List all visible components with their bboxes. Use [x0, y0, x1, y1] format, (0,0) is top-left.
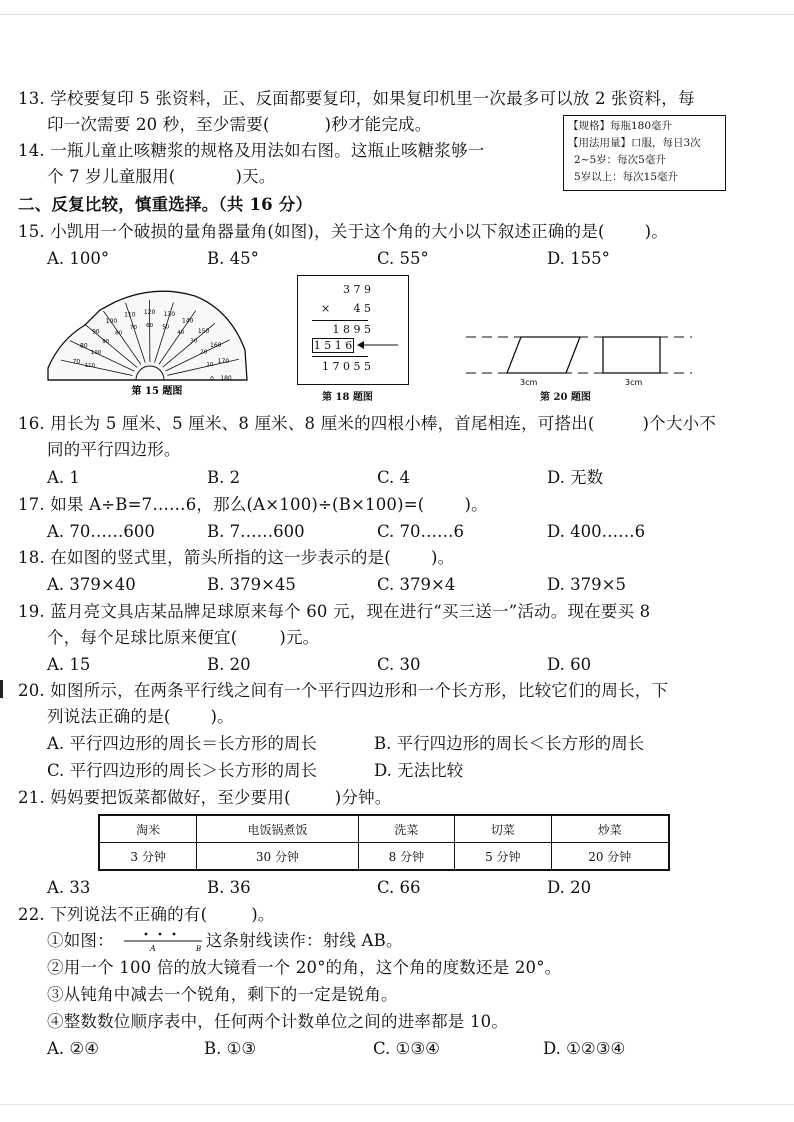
table-header-cell: 淘米	[99, 815, 197, 843]
q21-option-c[interactable]: C. 66	[377, 878, 421, 897]
protractor-outer-tick-label: 130	[163, 311, 176, 319]
q20-line2: 列说法正确的是( )。	[47, 707, 234, 726]
q21-option-a[interactable]: A. 33	[47, 878, 91, 897]
protractor-inner-tick-label: 10	[206, 362, 214, 369]
protractor-outer-tick-label: 160	[210, 341, 222, 349]
q20-line1: 20. 如图所示，在两条平行线之间有一个平行四边形和一个长方形，比较它们的周长，下	[18, 681, 669, 700]
bottom-border	[0, 1104, 794, 1105]
protractor-outer-tick-label: 110	[124, 311, 136, 319]
q18-option-b[interactable]: B. 379×45	[207, 575, 296, 594]
protractor-outer-tick-label: 180	[220, 375, 232, 382]
protractor-outer-tick-label: 170	[217, 357, 230, 365]
q17-option-c[interactable]: C. 70……6	[377, 522, 465, 541]
q20-option-a[interactable]: A. 平行四边形的周长＝长方形的周长	[47, 734, 317, 753]
q22-option-a[interactable]: A. ②④	[47, 1039, 99, 1058]
protractor-inner-tick-label: 0	[210, 376, 214, 382]
q17-option-b[interactable]: B. 7……600	[207, 522, 305, 541]
section-2-heading: 二、反复比较，慎重选择。（共 16 分）	[18, 195, 313, 214]
q19-option-b[interactable]: B. 20	[207, 655, 251, 674]
protractor-inner-tick-label: 50	[162, 324, 170, 331]
q19-option-d[interactable]: D. 60	[547, 655, 592, 674]
q16-option-d[interactable]: D. 无数	[547, 468, 604, 487]
q13-line2: 印一次需要 20 秒，至少需要( )秒才能完成。	[47, 115, 432, 134]
q18-option-d[interactable]: D. 379×5	[547, 575, 626, 594]
q22-option-d[interactable]: D. ①②③④	[543, 1039, 626, 1058]
table-cell: 30 分钟	[197, 843, 358, 871]
fig18-multiplication-box	[297, 275, 409, 385]
protractor-inner-tick-label: 110	[84, 362, 96, 369]
spec-line: 【用法用量】口服，每日3次	[568, 137, 701, 149]
protractor-inner-tick-label: 40	[177, 330, 185, 337]
fig20-left-label: 3cm	[520, 378, 538, 387]
q19-option-c[interactable]: C. 30	[377, 655, 421, 674]
parallelogram	[507, 337, 580, 373]
protractor-outer-tick-label: 70	[72, 358, 81, 366]
q17-stem: 17. 如果 A÷B=7……6，那么(A×100)÷(B×100)=( )。	[18, 495, 488, 514]
q21-option-d[interactable]: D. 20	[547, 878, 592, 897]
q16-option-c[interactable]: C. 4	[377, 468, 411, 487]
q16-option-a[interactable]: A. 1	[47, 468, 80, 487]
spec-line: 【规格】每瓶180毫升	[568, 120, 673, 132]
protractor-inner-tick-label: 60	[146, 323, 154, 330]
protractor-outer-tick-label: 140	[182, 317, 194, 325]
cooking-time-table	[98, 814, 670, 871]
q22-option-b[interactable]: B. ①③	[204, 1039, 257, 1058]
mult-operator: ×	[321, 302, 331, 315]
table-header-row	[99, 815, 669, 843]
fig20-caption: 第 20 题图	[540, 392, 591, 403]
fig15-caption: 第 15 题图	[131, 386, 183, 397]
mult-divider	[312, 356, 368, 357]
table-row	[99, 843, 669, 871]
protractor-inner-tick-label: 90	[102, 338, 110, 345]
protractor-inner-tick-label: 30	[190, 338, 198, 345]
top-border	[0, 14, 794, 15]
spec-line: 2~5岁：每次5毫升	[574, 154, 666, 166]
q22-option-c[interactable]: C. ①③④	[373, 1039, 440, 1058]
q19-line1: 19. 蓝月亮文具店某品牌足球原来每个 60 元，现在进行“买三送一”活动。现在要买 8	[18, 602, 651, 621]
table-header-cell: 洗菜	[358, 815, 454, 843]
q15-option-d[interactable]: D. 155°	[547, 249, 610, 268]
syrup-spec-box	[563, 115, 726, 191]
table-cell: 5 分钟	[455, 843, 551, 871]
q20-option-b[interactable]: B. 平行四边形的周长＜长方形的周长	[374, 734, 645, 753]
q22-statement-4: ④整数数位顺序表中，任何两个计数单位之间的进率都是 10。	[47, 1012, 509, 1031]
table-cell: 20 分钟	[551, 843, 669, 871]
fig18-caption: 第 18 题图	[322, 392, 373, 403]
arrow-icon	[356, 339, 400, 351]
protractor-inner-tick-label: 20	[200, 349, 208, 356]
ray-label-a: A	[149, 944, 156, 952]
protractor-outer-tick-label: 80	[80, 342, 88, 350]
table-header-cell: 炒菜	[551, 815, 669, 843]
spec-line: 5岁以上：每次15毫升	[574, 171, 679, 183]
mult-row1: 3 7 9	[343, 283, 371, 296]
q19-line2: 个，每个足球比原来便宜( )元。	[47, 628, 320, 647]
ray-label-b: B	[195, 945, 202, 952]
q17-option-d[interactable]: D. 400……6	[547, 522, 646, 541]
margin-mark	[0, 680, 3, 698]
protractor-outer-tick-label: 90	[91, 328, 100, 336]
ray-ab-figure	[114, 930, 206, 952]
mult-row5: 1 7 0 5 5	[322, 360, 371, 373]
q17-option-a[interactable]: A. 70……600	[47, 522, 155, 541]
fig20-right-label: 3cm	[625, 378, 643, 387]
mult-row3: 1 8 9 5	[332, 323, 371, 336]
protractor-inner-tick-label: 70	[130, 324, 138, 331]
table-header-cell: 切菜	[455, 815, 551, 843]
q18-option-c[interactable]: C. 379×4	[377, 575, 456, 594]
mult-row2: 4 5	[353, 302, 371, 315]
q16-line1: 16. 用长为 5 厘米、5 厘米、8 厘米、8 厘米的四根小棒，首尾相连，可搭出( )个大小不	[18, 414, 716, 433]
q22-statement-2: ②用一个 100 倍的放大镜看一个 20°的角，这个角的度数还是 20°。	[47, 958, 562, 977]
q22-statement-3: ③从钝角中减去一个锐角，剩下的一定是锐角。	[47, 985, 398, 1004]
protractor-inner-tick-label: 80	[115, 330, 123, 337]
q21-stem: 21. 妈妈要把饭菜都做好，至少要用( )分钟。	[18, 788, 392, 807]
q20-option-c[interactable]: C. 平行四边形的周长＞长方形的周长	[47, 761, 318, 780]
q14-line1: 14. 一瓶儿童止咳糖浆的规格及用法如右图。这瓶止咳糖浆够一	[18, 141, 485, 160]
q15-stem: 15. 小凯用一个破损的量角器量角(如图)，关于这个角的大小以下叙述正确的是( )。	[18, 222, 668, 241]
q18-option-a[interactable]: A. 379×40	[47, 575, 136, 594]
protractor-inner-tick-label: 100	[90, 349, 102, 356]
q20-option-d[interactable]: D. 无法比较	[374, 761, 464, 780]
q15-option-a[interactable]: A. 100°	[47, 249, 110, 268]
q14-line2: 个 7 岁儿童服用( )天。	[47, 167, 276, 186]
q15-option-c[interactable]: C. 55°	[377, 249, 429, 268]
q19-option-a[interactable]: A. 15	[47, 655, 91, 674]
q16-line2: 同的平行四边形。	[47, 440, 181, 459]
q22-statement-1: ①如图： A B 这条射线读作：射线 AB。	[47, 931, 403, 952]
protractor-outer-tick-label: 120	[143, 309, 156, 317]
table-header-cell: 电饭锅煮饭	[197, 815, 358, 843]
mult-row4: 1 5 1 6	[313, 339, 353, 352]
q22-stem: 22. 下列说法不正确的有( )。	[18, 905, 275, 924]
q18-stem: 18. 在如图的竖式里，箭头所指的这一步表示的是( )。	[18, 548, 455, 567]
q15-option-b[interactable]: B. 45°	[207, 249, 259, 268]
rectangle	[603, 337, 660, 373]
q16-option-b[interactable]: B. 2	[207, 468, 241, 487]
q21-option-b[interactable]: B. 36	[207, 878, 251, 897]
protractor-outer-tick-label: 150	[197, 328, 210, 336]
broken-protractor-figure	[45, 280, 270, 400]
table-cell: 3 分钟	[99, 843, 197, 871]
table-cell: 8 分钟	[358, 843, 454, 871]
protractor-outer-tick-label: 100	[105, 318, 118, 326]
mult-divider	[312, 320, 368, 321]
q13-line1: 13. 学校要复印 5 张资料，正、反面都要复印，如果复印机里一次最多可以放 2 张资料，每	[18, 89, 695, 108]
